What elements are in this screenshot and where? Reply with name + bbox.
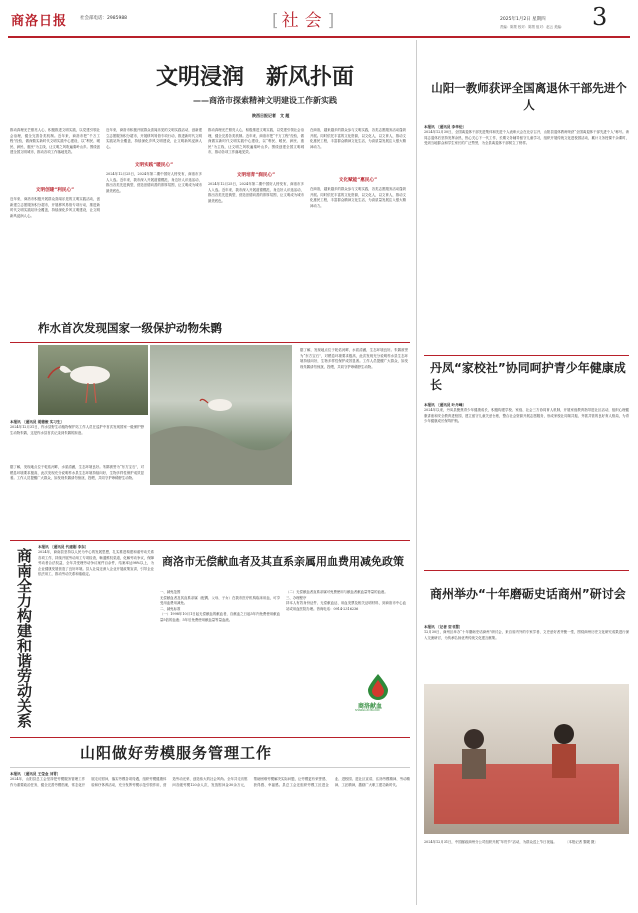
model-byline: 本报讯 〔通讯员 王莹金 刘青〕 [10, 772, 61, 776]
lead-text-4: 在商洛，越来越多的群众参与文明实践，各类志愿服务活动蓬勃开展。同时依托丰富的文化资源，以文化人，以文育人，推动文化惠民工程，丰富群众精神文化生活，为高质量发展注入强大精神动力。 [310, 187, 406, 208]
lead-heading-1: 文明创建“利民心” [35, 188, 75, 193]
labor-text: 2024年，商南县坚持以人民为中心的发展思想，扎实推进构建和谐劳动关系各项工作，持续开展劳动用工专项检查，畅通维权渠道，化解劳动争议，保障劳动者合法权益，全年共受理劳动争议案件百余件，结案率达98%以上，为企业健康发展营造了良好环境。县人社局还深入企业开展政策宣讲，引导企业依法用工，推动劳动关系和谐稳定。 [38, 550, 154, 577]
bird-text-right: 据了解，发现地点位于乾佑河畔，水质清澈，生态环境良好。朱鹮被誉为“东方宝石”，对栖息环境要求极高，此次发现充分说明柞水县生态环境持续向好，生物多样性保护成效显著。工作人员提醒广大群众，如发现朱鹮请勿惊扰、投喂，共同守护珍稀野生动物。 [300, 348, 408, 369]
blood-title: 商洛市无偿献血者及其直系亲属用血费用减免政策 [162, 555, 404, 568]
event-photo-icon [424, 684, 629, 834]
lead-text-1: 推动真理光芒照亮人心，积极推进文明实践，以党建引领社会治理，健全完善各类机制。近年来，商洛市把“千万工程”经验，做深做实新时代文明实践中心建设，以“利民、暖民、润民、惠民”为主线，让文明之风吹遍秦岭山乡。围绕创建全国文明城市，推动各项工作落地见效。 [10, 128, 100, 155]
editors-line: 责编：陈景 校对：陈景 组对：赵云 美编： [500, 25, 565, 29]
bracket-left-icon: [ [272, 11, 282, 31]
masthead [0, 0, 638, 40]
history-rule-top [424, 570, 629, 571]
blood-logo-sub: SHANGLUO BLOOD [355, 709, 380, 712]
school-byline: 本报讯 〔通讯员 叶丹峰〕 [424, 403, 467, 407]
bird-text-2: 据了解，发现地点位于乾佑河畔，水质清澈，生态环境良好。朱鹮被誉为“东方宝石”，对栖息环境要求极高，此次发现充分说明柞水县生态环境持续向好，生物多样性保护成效显著。工作人员提醒广大群众，如发现朱鹮请勿惊扰、投喂，共同守护珍稀野生动物。 [10, 465, 144, 481]
lead-text-2b: 近年来，商洛市积极开展群众喜闻乐见的文明实践活动，创新建立志愿服务积分超市，开展移风易俗专项行动，推进新时代文明实践站所全覆盖，持续深化乡风文明建设，让文明新风浸润人心。 [106, 128, 202, 149]
labor-rule-top [10, 540, 410, 541]
section-label [272, 6, 337, 31]
blood-text-2: （二）无偿献血者直系亲属可免费使用与献血者献血量等量的血液。 三、办理程序 持本人有效身份证件、无偿献血证、用血发票及相关证明材料，到商洛市中心血站或用血医院办理。咨询电话：0914-2316236 [286, 590, 406, 611]
school-title: 丹凤“家校社”协同呵护青少年健康成长 [430, 361, 626, 392]
history-text: 12月30日，商州区举办“十年磨砺史话商州”研讨会，来自省内外的专家学者、文史爱好者齐聚一堂，围绕商州历史文化研究成果进行深入交流研讨，为传承弘扬优秀传统文化建言献策。 [424, 630, 629, 640]
blood-text-1: 一、减免范围 无偿献血者及其直系亲属（配偶、父母、子女）在我市医疗机构临床用血，可享受用血费用减免。 二、减免标准 （一）1998年10月1日起无偿献血的献血者，自献血之日起5年内免费使用献血量5倍的血液；5年后免费使用献血量等量血液。 [160, 590, 280, 622]
model-rule-top [10, 737, 410, 738]
school-rule-top [424, 355, 629, 356]
labor-body [38, 545, 154, 725]
bird-rule-top [10, 342, 410, 343]
history-photo-caption: 2024年12月31日，中国邮政商州分公司组织开展“年货节”活动，为群众送上节日祝福。 〔本报记者 黎媛 摄〕 [424, 840, 598, 844]
school-text: 2024年以来，丹凤县聚焦青少年健康成长，积极构建学校、家庭、社会三方协同育人机制，开展家庭教育指导进社区活动，组织心理健康讲座和安全教育进校园，建立留守儿童关爱台账，整合社会资源开展志愿服务，形成家校社同频共振、齐抓共管的良好育人格局，为青少年健康成长保驾护航。 [424, 408, 629, 424]
ibis-icon [38, 345, 148, 415]
history-body [424, 625, 629, 680]
blood-drop-logo-icon [364, 672, 392, 700]
lead-text-1b: 推动真理光芒照亮人心，积极推进文明实践，以党建引领社会治理，健全完善各类机制。近年来，商洛市把“千万工程”经验，做深做实新时代文明实践中心建设，以“利民、暖民、润民、惠民”为主线，让文明之风吹遍秦岭山乡。围绕创建全国文明城市，推动各项工作落地见效。 [208, 128, 304, 155]
lead-heading-3: 文明培育“润民心” [236, 173, 276, 178]
bracket-right-icon: ] [327, 11, 338, 31]
blood-logo-label: 商洛献血 [358, 703, 383, 710]
model-body [10, 772, 410, 907]
model-text: 2024年，山阳县总工会坚持把劳模服务管理工作作为重要政治任务，健全完善劳模档案，常态化开展走访慰问，落实劳模各项待遇，组织劳模健康体检和疗休养活动，充分发挥劳模示范引领作用，营造劳动光荣、创造伟大的社会风尚。全年共走访慰问各级劳模120余人次，发放慰问金30余万元，帮助困难劳模解决实际问题，让劳模更有荣誉感、获得感、幸福感。县总工会还组织劳模工匠进企业、进校园、进社区宣讲，弘扬劳模精神、劳动精神、工匠精神，激励广大职工建功新时代。 [10, 777, 410, 787]
lead-byline: 陕西日报记者 文 超 [252, 113, 290, 118]
masthead-publisher: 社会部电话：2985988 [80, 16, 128, 21]
bird-byline: 本报讯 〔通讯员 胡德俊 实习生〕 [10, 420, 65, 424]
masthead-rule [8, 36, 630, 38]
bird-photo-river [150, 345, 292, 485]
masthead-logo: 商洛日报 [11, 14, 68, 29]
bird-title: 柞水首次发现国家一级保护动物朱鹮 [38, 321, 222, 335]
blood-logo [350, 672, 410, 722]
teacher-text: 2024年12月30日，全国离退休干部先进集体和先进个人表彰大会在北京召开，山阳县退休教师荣获“全国离退休干部先进个人”称号。该同志退休后坚持发挥余热，热心关心下一代工作，长期义务辅导留守儿童学习，组织开展传统文化进校园活动，累计义务授课千余课时，受到当地群众和学生家长的广泛赞誉，为全县离退休干部树立了榜样。 [424, 130, 629, 146]
lead-heading-2: 文明实践“暖民心” [134, 163, 174, 168]
lead-title: 文明浸润 新风扑面 [155, 65, 354, 90]
lead-text-2: 近年来，商洛市积极开展群众喜闻乐见的文明实践活动，创新建立志愿服务积分超市，开展移风易俗专项行动，推进新时代文明实践站所全覆盖，持续深化乡风文明建设，让文明新风浸润人心。 [10, 197, 100, 218]
labor-byline: 本报讯 〔通讯员 代建刚 李东〕 [38, 545, 89, 549]
model-rule-mid [10, 767, 410, 768]
bird-photo [38, 345, 148, 415]
lead-text-3a: 2024年12月25日，2024年第二期中国好人榜发布，商洛市多人入选。近年来，我市深入开展道德模范、身边好人评选活动，推出各类先进典型，营造崇德向善的浓厚氛围，让文明成为城市最美底色。 [106, 172, 202, 193]
model-title: 山阳做好劳模服务管理工作 [80, 744, 273, 762]
river-ibis-icon [150, 345, 292, 485]
lead-subtitle: ——商洛市探索精神文明建设工作新实践 [193, 96, 337, 105]
lead-col-1 [10, 128, 100, 338]
history-byline: 本报讯 〔记者 贺书慧〕 [424, 625, 463, 629]
history-photo [424, 684, 629, 834]
teacher-body [424, 125, 629, 350]
labor-title: 商南全力构建和谐劳动关系 [15, 548, 33, 728]
lead-col-4 [310, 128, 406, 338]
school-body [424, 403, 629, 568]
page-number: 3 [592, 3, 608, 31]
lead-col-2 [106, 128, 202, 338]
teacher-byline: 本报讯 〔通讯员 李华伦〕 [424, 125, 467, 129]
lead-heading-4: 文化赋能“惠民心” [338, 178, 378, 183]
history-title: 商州举办“十年磨砺史话商州”研讨会 [430, 587, 626, 601]
date-line: 2025年1月2日 星期四 [500, 17, 546, 22]
section-label-text: 社会 [281, 11, 328, 31]
lead-text-3: 2024年12月25日，2024年第二期中国好人榜发布，商洛市多人入选。近年来，我市深入开展道德模范、身边好人评选活动，推出各类先进典型，营造崇德向善的浓厚氛围，让文明成为城市最美底色。 [208, 182, 304, 203]
right-col-divider [416, 40, 417, 905]
teacher-title: 山阳一教师获评全国离退休干部先进个人 [431, 81, 627, 112]
lead-col-3 [208, 128, 304, 338]
lead-text-4a: 在商洛，越来越多的群众参与文明实践，各类志愿服务活动蓬勃开展。同时依托丰富的文化资源，以文化人，以文育人，推动文化惠民工程，丰富群众精神文化生活，为高质量发展注入强大精神动力。 [310, 128, 406, 149]
bird-text-1: 2024年12月31日，柞水县野生动植物保护站工作人员在巡护中首次发现国家一级保护野生动物朱鹮，这是柞水县首次记录到朱鹮的踪迹。 [10, 425, 144, 435]
